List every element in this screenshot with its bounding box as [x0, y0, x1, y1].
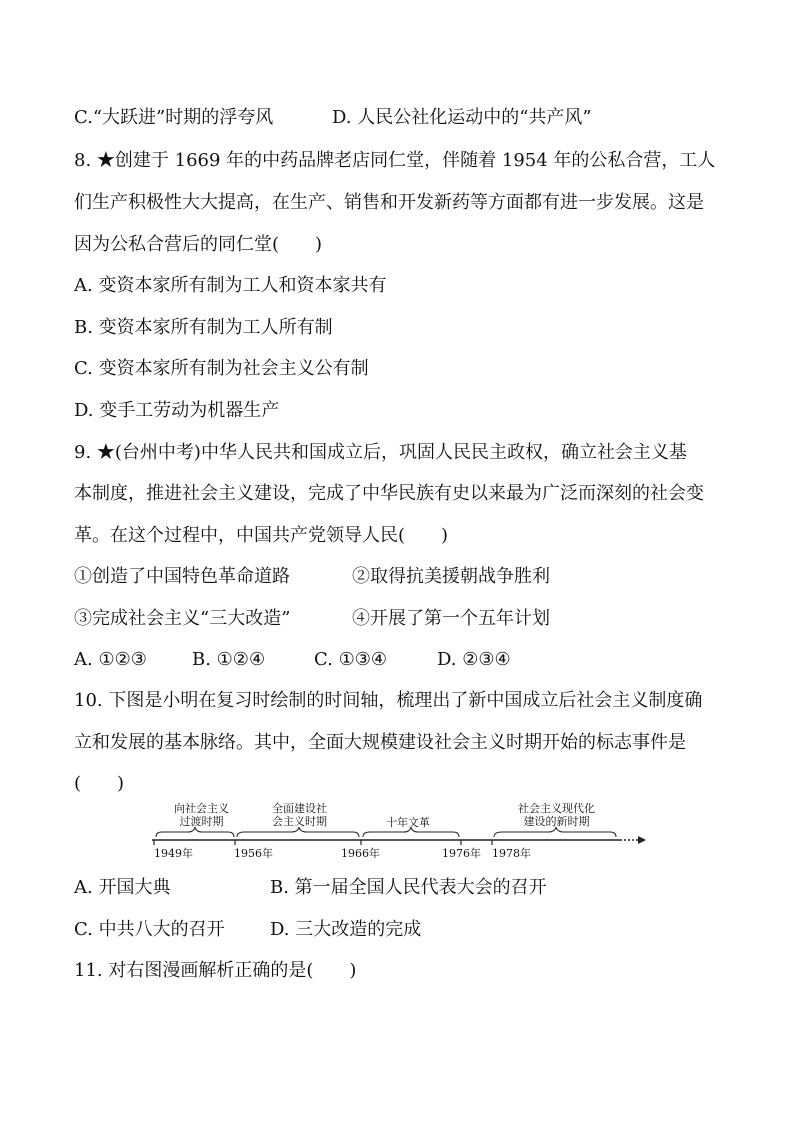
timeline-year-1976: 1976年 [442, 847, 481, 860]
timeline-arrow-icon [638, 836, 646, 844]
timeline-period-2-line-2: 会主义时期 [272, 815, 327, 828]
q10-option-b: B. 第一届全国人民代表大会的召开 [270, 877, 547, 898]
q10-option-a: A. 开国大典 [74, 877, 171, 898]
q10-stem-line-3: ( ) [74, 773, 125, 794]
q11-stem-line-1: 11. 对右图漫画解析正确的是( ) [74, 960, 357, 981]
timeline-figure [150, 800, 650, 870]
q9-option-b: B. ①②④ [192, 649, 266, 670]
timeline-period-3-line-1: 十年文革 [386, 816, 430, 829]
timeline-year-1949: 1949年 [154, 847, 193, 860]
timeline-period-3 [386, 816, 430, 829]
q8-option-b: B. 变资本家所有制为工人所有制 [74, 317, 333, 338]
timeline-period-1-line-1: 向社会主义 [174, 802, 229, 815]
timeline-period-4 [518, 802, 595, 828]
timeline-year-1978: 1978年 [492, 847, 531, 860]
q8-option-c: C. 变资本家所有制为社会主义公有制 [74, 358, 369, 379]
timeline-period-4-line-1: 社会主义现代化 [518, 802, 595, 815]
q9-item-3: ③完成社会主义“三大改造” [74, 608, 291, 629]
brace-modernization-period [494, 827, 616, 837]
q8-stem-line-3: 因为公私合营后的同仁堂( ) [74, 234, 323, 255]
q9-option-a: A. ①②③ [74, 649, 147, 670]
q7-option-c: C.“大跃进”时期的浮夸风 [74, 107, 274, 128]
q9-item-4: ④开展了第一个五年计划 [352, 608, 550, 629]
brace-construction-period [237, 827, 359, 837]
q10-option-d: D. 三大改造的完成 [270, 919, 422, 940]
q8-option-a: A. 变资本家所有制为工人和资本家共有 [74, 275, 387, 296]
brace-transition-period [156, 827, 234, 837]
timeline-period-4-line-2: 建设的新时期 [523, 815, 590, 828]
q10-option-c: C. 中共八大的召开 [74, 919, 225, 940]
q9-option-c: C. ①③④ [314, 649, 387, 670]
q9-item-1: ①创造了中国特色革命道路 [74, 566, 290, 587]
q9-stem-line-2: 本制度，推进社会主义建设，完成了中华民族有史以来最为广泛而深刻的社会变 [74, 483, 704, 504]
q9-stem-line-1: 9. ★(台州中考)中华人民共和国成立后，巩固人民民主政权，确立社会主义基 [74, 442, 687, 463]
timeline-year-1966: 1966年 [341, 847, 380, 860]
timeline-period-1 [174, 802, 229, 828]
timeline-period-2 [272, 802, 327, 828]
timeline-period-2-line-1: 全面建设社 [272, 802, 327, 815]
q8-stem-line-2: 们生产积极性大大提高，在生产、销售和开发新药等方面都有进一步发展。这是 [74, 192, 704, 213]
q10-stem-line-1: 10. 下图是小明在复习时绘制的时间轴，梳理出了新中国成立后社会主义制度确 [74, 690, 703, 711]
q7-option-d: D. 人民公社化运动中的“共产风” [332, 107, 592, 128]
timeline-period-1-line-2: 过渡时期 [179, 815, 224, 828]
q9-option-d: D. ②③④ [437, 649, 511, 670]
timeline-year-1956: 1956年 [234, 847, 273, 860]
q10-stem-line-2: 立和发展的基本脉络。其中，全面大规模建设社会主义时期开始的标志事件是 [74, 732, 686, 753]
q8-option-d: D. 变手工劳动为机器生产 [74, 400, 280, 421]
q9-stem-line-3: 革。在这个过程中，中国共产党领导人民( ) [74, 525, 449, 546]
q9-item-2: ②取得抗美援朝战争胜利 [352, 566, 550, 587]
q8-stem-line-1: 8. ★创建于 1669 年的中药品牌老店同仁堂，伴随着 1954 年的公私合营，工人 [74, 150, 716, 171]
